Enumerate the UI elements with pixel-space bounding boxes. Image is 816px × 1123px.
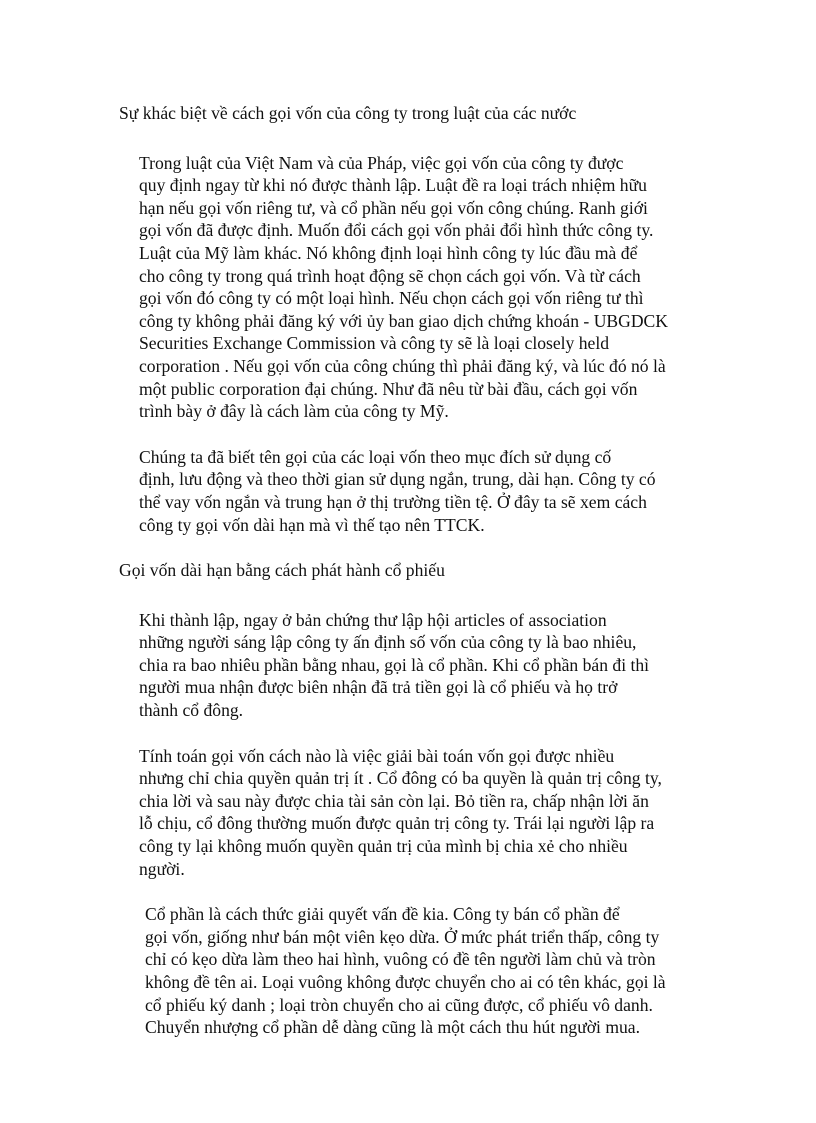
text-line: Chuyển nhượng cổ phần dễ dàng cũng là một cách thu hút người mua. — [145, 1017, 641, 1038]
text-line: định, lưu động và theo thời gian sử dụng ngắn, trung, dài hạn. Công ty có — [139, 469, 656, 490]
text-line: người. — [139, 858, 185, 879]
text-line: công ty lại không muốn quyền quản trị của mình bị chia xẻ cho nhiều — [139, 836, 628, 857]
text-line: người mua nhận được biên nhận đã trả tiền gọi là cổ phiếu và họ trở — [139, 677, 618, 698]
paragraph-law-comparison — [119, 152, 699, 423]
text-line: gọi vốn, giống như bán một viên kẹo dừa. Ở mức phát triển thấp, công ty — [145, 926, 660, 947]
text-line: thể vay vốn ngắn và trung hạn ở thị trường tiền tệ. Ở đây ta sẽ xem cách — [139, 491, 647, 512]
text-line: gọi vốn đã được định. Muốn đổi cách gọi vốn phải đổi hình thức công ty. — [139, 220, 654, 241]
text-line: corporation . Nếu gọi vốn của công chúng thì phải đăng ký, và lúc đó nó là — [139, 355, 666, 376]
section-heading-long-term-capital: Gọi vốn dài hạn bằng cách phát hành cổ phiếu — [119, 560, 445, 581]
text-line: Khi thành lập, ngay ở bản chứng thư lập hội articles of association — [139, 609, 607, 630]
text-line: chia ra bao nhiêu phần bằng nhau, gọi là cổ phần. Khi cổ phần bán đi thì — [139, 654, 650, 675]
text-line: trình bày ở đây là cách làm của công ty Mỹ. — [139, 401, 449, 422]
text-line: Cổ phần là cách thức giải quyết vấn đề kia. Công ty bán cổ phần để — [145, 904, 620, 925]
paragraph-capital-types — [119, 446, 699, 536]
text-line: quy định ngay từ khi nó được thành lập. Luật đề ra loại trách nhiệm hữu — [139, 175, 647, 196]
text-line: những người sáng lập công ty ấn định số vốn của công ty là bao nhiêu, — [139, 632, 637, 653]
text-line: thành cổ đông. — [139, 700, 244, 721]
section-heading-capital-differences: Sự khác biệt về cách gọi vốn của công ty trong luật của các nước — [119, 103, 577, 123]
text-line: gọi vốn đó công ty có một loại hình. Nếu chọn cách gọi vốn riêng tư thì — [139, 288, 644, 309]
text-line: không đề tên ai. Loại vuông không được chuyển cho ai có tên khác, gọi là — [145, 972, 666, 992]
text-line: Tính toán gọi vốn cách nào là việc giải bài toán vốn gọi được nhiều — [139, 745, 615, 766]
paragraph-shareholder-rights — [119, 745, 699, 881]
text-line: chia lời và sau này được chia tài sản còn lại. Bỏ tiền ra, chấp nhận lời ăn — [139, 790, 649, 811]
text-line: hạn nếu gọi vốn riêng tư, và cổ phần nếu gọi vốn công chúng. Ranh giới — [139, 197, 648, 218]
text-line: cổ phiếu ký danh ; loại tròn chuyển cho ai cũng được, cổ phiếu vô danh. — [145, 994, 653, 1015]
text-line: Chúng ta đã biết tên gọi của các loại vốn theo mục đích sử dụng cố — [139, 446, 612, 467]
text-line: công ty gọi vốn dài hạn mà vì thế tạo nên TTCK. — [139, 514, 485, 535]
text-line: cho công ty trong quá trình hoạt động sẽ chọn cách gọi vốn. Và từ cách — [139, 265, 641, 286]
text-line: Trong luật của Việt Nam và của Pháp, việc gọi vốn của công ty được — [139, 152, 624, 173]
document-page — [119, 102, 699, 1062]
text-line: Securities Exchange Commission và công ty sẽ là loại closely held — [139, 333, 610, 354]
text-line: nhưng chỉ chia quyền quản trị ít . Cổ đông có ba quyền là quản trị công ty, — [139, 768, 662, 789]
text-line: công ty không phải đăng ký với ủy ban giao dịch chứng khoán - UBGDCK — [139, 310, 668, 331]
text-line: chỉ có kẹo dừa làm theo hai hình, vuông có đề tên người làm chủ và tròn — [145, 949, 656, 970]
paragraph-share-types — [119, 903, 699, 1039]
text-line: một public corporation đại chúng. Như đã nêu từ bài đầu, cách gọi vốn — [139, 378, 638, 399]
text-line: Luật của Mỹ làm khác. Nó không định loại hình công ty lúc đầu mà để — [139, 242, 638, 263]
paragraph-founding — [119, 609, 699, 722]
text-line: lỗ chịu, cổ đông thường muốn được quản trị công ty. Trái lại người lập ra — [139, 813, 655, 834]
